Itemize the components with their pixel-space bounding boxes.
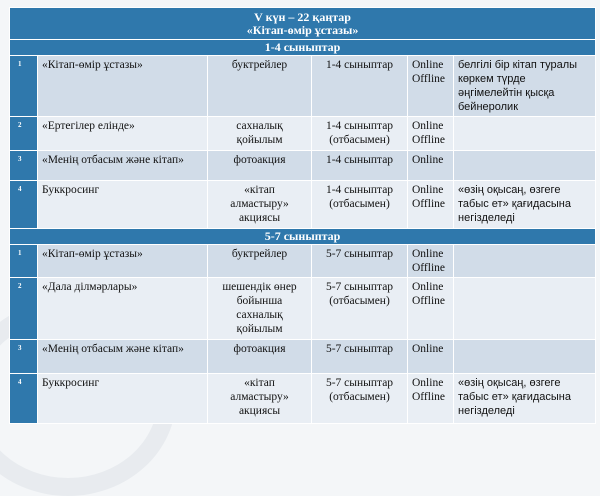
event-type-line: акциясы <box>238 405 281 417</box>
event-format-line: Offline <box>412 73 446 85</box>
event-type-line: фотоакция <box>233 154 286 166</box>
event-format <box>408 181 454 229</box>
event-name: «Кітап-өмір ұстазы» <box>38 56 208 117</box>
schedule-table-container <box>9 7 595 424</box>
table-row <box>10 340 596 374</box>
participants-line: 5-7 сыныптар <box>325 343 394 355</box>
event-format <box>408 374 454 424</box>
event-type-line: буктрейлер <box>231 248 288 260</box>
participants-line: 5-7 сыныптар <box>325 248 394 260</box>
event-format <box>408 245 454 278</box>
event-format <box>408 340 454 374</box>
participants <box>312 374 408 424</box>
event-type <box>208 374 312 424</box>
table-row <box>10 117 596 151</box>
event-type-line: шешендік өнер <box>222 281 297 293</box>
title-line-day: V күн – 22 қаңтар <box>254 10 351 24</box>
row-number: 4 <box>10 374 38 424</box>
row-number: 2 <box>10 117 38 151</box>
participants-line: 1-4 сыныптар <box>325 59 394 71</box>
event-type <box>208 278 312 340</box>
table-row <box>10 278 596 340</box>
participants <box>312 278 408 340</box>
row-number: 4 <box>10 181 38 229</box>
event-name: «Дала ділмәрлары» <box>38 278 208 340</box>
event-type-line: сахналық <box>236 120 283 132</box>
event-format-line: Online <box>412 154 444 166</box>
table-row <box>10 181 596 229</box>
event-type-line: фотоакция <box>233 343 286 355</box>
event-type-line: қойылым <box>236 323 283 335</box>
participants-line: (отбасымен) <box>329 391 390 403</box>
event-description <box>454 278 596 340</box>
event-description <box>454 245 596 278</box>
event-format <box>408 117 454 151</box>
participants <box>312 245 408 278</box>
event-description <box>454 340 596 374</box>
event-type-line: сахналық <box>236 309 283 321</box>
participants <box>312 56 408 117</box>
participants-line: 1-4 сыныптар <box>325 154 394 166</box>
section-header-row <box>10 40 596 56</box>
event-format-line: Online <box>412 377 444 389</box>
participants <box>312 340 408 374</box>
event-type <box>208 151 312 181</box>
participants-line: (отбасымен) <box>329 295 390 307</box>
event-format-line: Online <box>412 343 444 355</box>
participants-line: 1-4 сыныптар <box>325 120 394 132</box>
event-format-line: Offline <box>412 198 446 210</box>
participants <box>312 151 408 181</box>
event-type-line: бойынша <box>236 295 283 307</box>
event-type <box>208 56 312 117</box>
event-format-line: Offline <box>412 295 446 307</box>
event-format-line: Online <box>412 281 444 293</box>
event-type-line: алмастыру» <box>230 391 289 403</box>
participants-line: (отбасымен) <box>329 198 390 210</box>
event-name: «Менің отбасым және кітап» <box>38 151 208 181</box>
event-name: Буккросинг <box>38 374 208 424</box>
event-name: «Кітап-өмір ұстазы» <box>38 245 208 278</box>
event-format <box>408 56 454 117</box>
event-format-line: Online <box>412 59 444 71</box>
event-format <box>408 278 454 340</box>
section-heading: 5-7 сыныптар <box>10 229 596 245</box>
schedule-table <box>9 7 596 424</box>
participants-line: 5-7 сыныптар <box>325 377 394 389</box>
event-type <box>208 181 312 229</box>
participants <box>312 181 408 229</box>
event-format-line: Online <box>412 248 444 260</box>
event-description <box>454 151 596 181</box>
event-format-line: Offline <box>412 134 446 146</box>
title-row <box>10 8 596 40</box>
event-type <box>208 117 312 151</box>
participants-line: 1-4 сыныптар <box>325 184 394 196</box>
table-title <box>10 8 596 40</box>
event-type-line: қойылым <box>236 134 283 146</box>
event-format <box>408 151 454 181</box>
event-type <box>208 245 312 278</box>
table-row <box>10 374 596 424</box>
row-number: 1 <box>10 245 38 278</box>
participants-line: 5-7 сыныптар <box>325 281 394 293</box>
row-number: 3 <box>10 151 38 181</box>
row-number: 2 <box>10 278 38 340</box>
participants <box>312 117 408 151</box>
event-format-line: Online <box>412 184 444 196</box>
event-format-line: Offline <box>412 262 446 274</box>
event-type-line: буктрейлер <box>231 59 288 71</box>
section-header-row <box>10 229 596 245</box>
row-number: 3 <box>10 340 38 374</box>
event-type-line: алмастыру» <box>230 198 289 210</box>
event-name: «Ертегілер елінде» <box>38 117 208 151</box>
event-description: белгілі бір кітап туралы көркем түрде әңгімелейтін қысқа бейнеролик <box>454 56 596 117</box>
event-type-line: «кітап <box>244 377 275 389</box>
participants-line: (отбасымен) <box>329 134 390 146</box>
section-heading: 1-4 сыныптар <box>10 40 596 56</box>
event-type-line: акциясы <box>238 212 281 224</box>
table-row <box>10 151 596 181</box>
table-row <box>10 56 596 117</box>
event-description: «өзің оқысаң, өзгеге табыс ет» қағидасына негізделеді <box>454 181 596 229</box>
event-format-line: Offline <box>412 391 446 403</box>
title-line-theme: «Кітап-өмір ұстазы» <box>246 23 359 37</box>
event-type <box>208 340 312 374</box>
event-name: «Менің отбасым және кітап» <box>38 340 208 374</box>
table-row <box>10 245 596 278</box>
event-description <box>454 117 596 151</box>
event-format-line: Online <box>412 120 444 132</box>
event-name: Буккросинг <box>38 181 208 229</box>
row-number: 1 <box>10 56 38 117</box>
event-type-line: «кітап <box>244 184 275 196</box>
event-description: «өзің оқысаң, өзгеге табыс ет» қағидасына негізделеді <box>454 374 596 424</box>
